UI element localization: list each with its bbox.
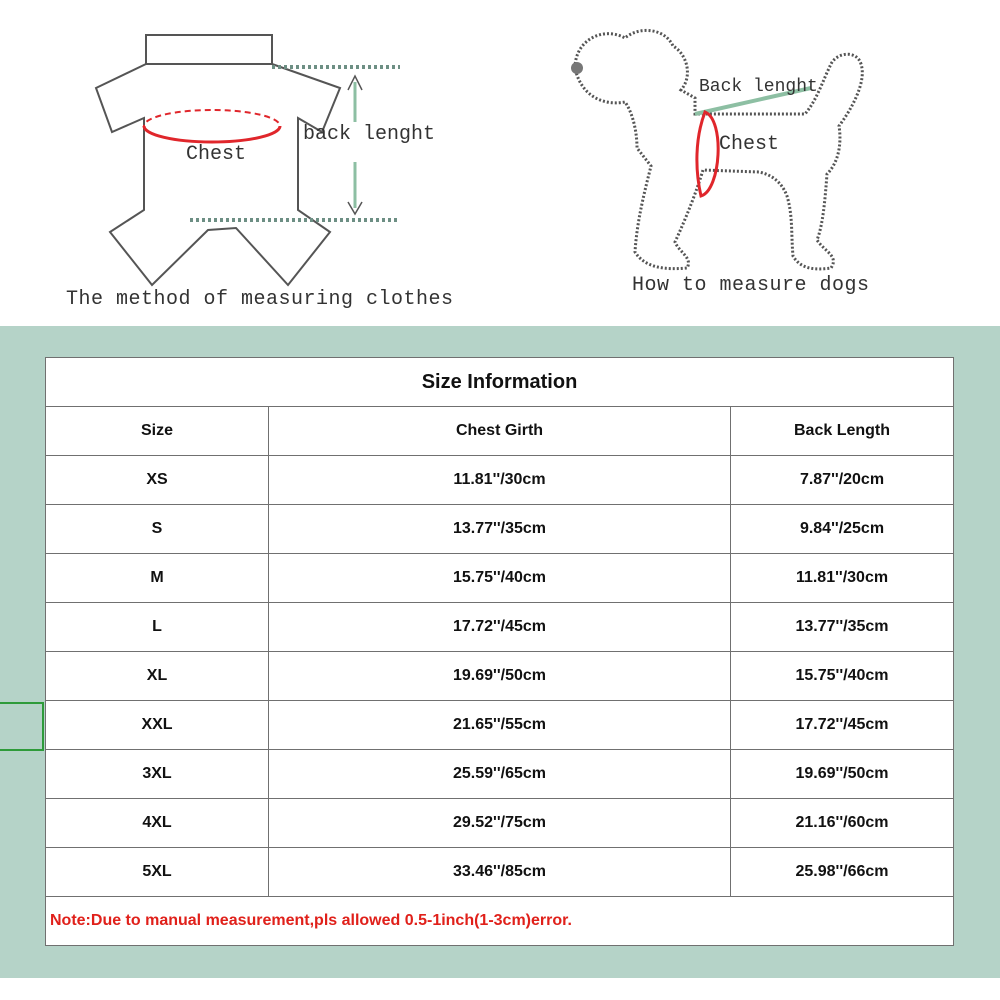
bottom-margin (0, 978, 1000, 1000)
back-length-cell: 21.16''/60cm (731, 799, 954, 848)
table-note-row (46, 897, 954, 946)
table-row (46, 652, 954, 701)
back-length-cell: 19.69''/50cm (731, 750, 954, 799)
table-row (46, 848, 954, 897)
size-information-table (45, 357, 954, 946)
table-row (46, 750, 954, 799)
header-size: Size (46, 407, 269, 456)
size-cell: 5XL (46, 848, 269, 897)
measurement-diagrams (0, 0, 1000, 326)
table-title: Size Information (46, 358, 954, 407)
size-cell: 4XL (46, 799, 269, 848)
chest-girth-cell: 21.65''/55cm (269, 701, 731, 750)
back-length-cell: 7.87''/20cm (731, 456, 954, 505)
back-length-cell: 11.81''/30cm (731, 554, 954, 603)
chest-girth-cell: 11.81''/30cm (269, 456, 731, 505)
clothes-diagram (90, 30, 430, 290)
table-row (46, 554, 954, 603)
size-cell: M (46, 554, 269, 603)
table-row (46, 799, 954, 848)
clothes-back-length-label: back lenght (303, 123, 436, 146)
size-cell: XL (46, 652, 269, 701)
chest-girth-cell: 33.46''/85cm (269, 848, 731, 897)
table-row (46, 505, 954, 554)
table-row (46, 456, 954, 505)
back-length-cell: 9.84''/25cm (731, 505, 954, 554)
dog-back-length-label: Back lenght (699, 77, 818, 97)
size-cell: L (46, 603, 269, 652)
chest-girth-cell: 29.52''/75cm (269, 799, 731, 848)
back-length-cell: 25.98''/66cm (731, 848, 954, 897)
table-header-row (46, 407, 954, 456)
chest-girth-cell: 17.72''/45cm (269, 603, 731, 652)
clothes-caption: The method of measuring clothes (66, 288, 454, 311)
size-cell: S (46, 505, 269, 554)
back-length-cell: 17.72''/45cm (731, 701, 954, 750)
size-cell: XS (46, 456, 269, 505)
size-cell: XXL (46, 701, 269, 750)
row-highlight-marker (0, 702, 44, 751)
back-length-cell: 15.75''/40cm (731, 652, 954, 701)
dog-chest-label: Chest (719, 133, 780, 156)
chest-girth-cell: 25.59''/65cm (269, 750, 731, 799)
chest-girth-cell: 13.77''/35cm (269, 505, 731, 554)
header-back-length: Back Length (731, 407, 954, 456)
chest-girth-cell: 15.75''/40cm (269, 554, 731, 603)
clothes-chest-label: Chest (186, 143, 247, 166)
table-row (46, 603, 954, 652)
measurement-error-note: Note:Due to manual measurement,pls allowed 0.5-1inch(1-3cm)error. (46, 897, 954, 946)
header-chest-girth: Chest Girth (269, 407, 731, 456)
dog-caption: How to measure dogs (632, 274, 870, 297)
table-title-row (46, 358, 954, 407)
table-row (46, 701, 954, 750)
size-cell: 3XL (46, 750, 269, 799)
chest-girth-cell: 19.69''/50cm (269, 652, 731, 701)
back-length-cell: 13.77''/35cm (731, 603, 954, 652)
